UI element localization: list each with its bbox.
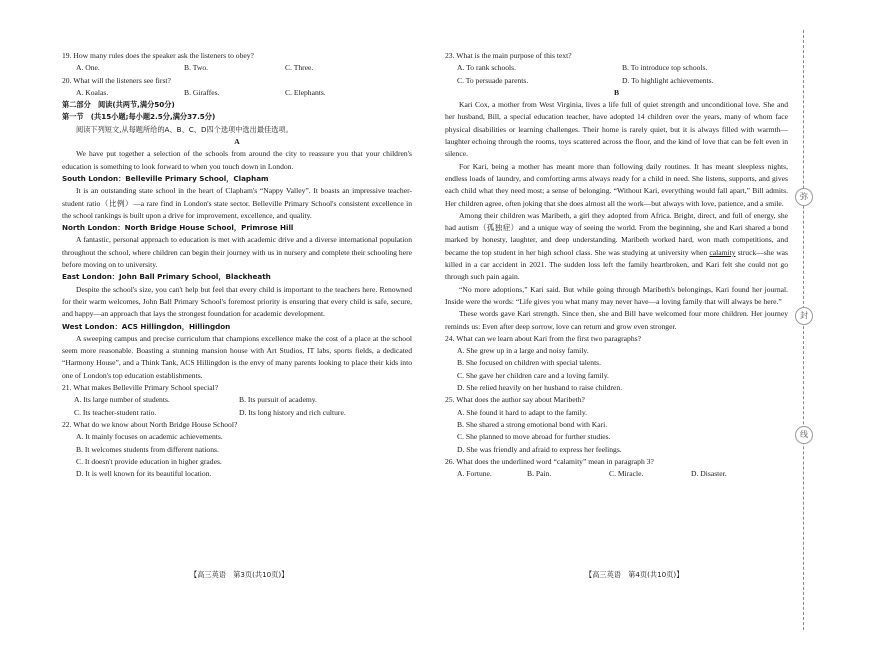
option-a: A. Koalas. [76, 87, 109, 97]
option-c: C. She gave her children care and a loving family. [457, 370, 609, 380]
option-c: C. It doesn't provide education in higher grades. [76, 456, 222, 466]
option-d: D. She relied heavily on her husband to raise children. [457, 383, 623, 393]
instructions: 阅读下列短文,从每题所给的A、B、C、D四个选项中选出最佳选项。 [76, 124, 293, 134]
passage-b-paragraph-5: These words gave Kari strength. Since then, she and Bill have welcomed four more children. Her journey reminds us: Even after deep sorrow, love can return and grow even stronger. [445, 309, 788, 331]
question-23-options [445, 62, 788, 74]
passage-b-paragraph-3 [445, 210, 788, 284]
passage-b-paragraph-4: “No more adoptions,” Kari said. But while going through Maribeth's belongings, Kari found her journal. Inside were the words: “Life gives you what many may never have—a loving family that will always be here.” [445, 284, 788, 306]
option-a: A. One. [76, 63, 100, 73]
section-one-heading: 第一节 (共15小题;每小题2.5分,满分37.5分) [62, 112, 216, 122]
binding-label: 线 [795, 426, 813, 444]
option-a: A. To rank schools. [457, 63, 517, 73]
option-a: A. Its large number of students. [74, 395, 170, 405]
option-c: C. Elephants. [285, 87, 326, 97]
underlined-word-calamity: calamity [709, 247, 736, 257]
option-c: C. She planned to move abroad for further studies. [457, 432, 611, 442]
school-heading-east: East London：John Ball Primary School，Blackheath [62, 272, 271, 282]
question-22: 22. What do we know about North Bridge House School? [62, 419, 238, 429]
binding-line [803, 30, 804, 630]
option-c: C. Its teacher-student ratio. [74, 407, 157, 417]
school-heading-north: North London：North Bridge House School，Primrose Hill [62, 223, 294, 233]
question-26-options [445, 468, 788, 480]
right-column [445, 50, 788, 480]
school-text-east: Despite the school's size, you can't help but feel that every child is important to the teachers here. Renowned for their warm welcomes, John Ball Primary School's foremost priority is ensuring that every child is safe, secure, and happy—an approach that lays the strongest foundation for academic development. [62, 284, 412, 319]
option-a: A. She grew up in a large and noisy family. [457, 346, 589, 356]
part-two-heading: 第二部分 阅读(共两节,满分50分) [62, 100, 175, 110]
binding-label: 弥 [795, 188, 813, 206]
option-b: B. Giraffes. [184, 87, 220, 97]
school-heading-west: West London：ACS Hillingdon，Hillingdon [62, 321, 231, 331]
binding-label: 封 [795, 307, 813, 325]
option-d: D. She was friendly and afraid to express her feelings. [457, 444, 622, 454]
question-23: 23. What is the main purpose of this text? [445, 51, 572, 60]
paragraph-3-part-1: Among their children was Maribeth, a girl they adopted from Africa. Bright, direct, and full of energy, she had autism（孤独症）and a unique way of seeing the world. From the beginning, she and Kari shared a bond marked by honesty, laughter, and deep understanding. Maribeth worked hard, won math competitions, and became the top student in her high school class. She was studying at university when [445, 210, 788, 257]
passage-b-paragraph-2: For Kari, being a mother has meant more than following daily routines. It has meant sleepless nights, endless loads of laundry, and comforting arms always ready for a child in need. She listens, supports, and gives each child what they need most; a sense of belonging. “Without Kari, everything would fall apart,” Bill admits. Her children agree, often joking that she does almost all the work—but always with love, patience, and a smile. [445, 161, 788, 208]
option-b: B. She focused on children with special talents. [457, 358, 602, 368]
passage-a-intro: We have put together a selection of the schools from around the city to reassure you that your children's education is something to look forward to when you touch down in London. [62, 149, 412, 171]
school-text-south: It is an outstanding state school in the heart of Clapham's “Nappy Valley”. It boasts an impressive teacher-student ratio（比例）—a rare find in London's state sector. Belleville Primary School's consistent excellence in the school rankings is built upon a drive for improvement, excellence, and quality. [62, 186, 412, 220]
option-b: B. Pain. [527, 469, 552, 479]
school-heading-south: South London：Belleville Primary School，Clapham [62, 173, 269, 183]
option-a: A. It mainly focuses on academic achievements. [76, 432, 223, 442]
school-text-north: A fantastic, personal approach to education is met with academic drive and a diverse international population throughout the school, where children can begin their journey with us in nursery and complete their schooling here before moving on to university. [62, 235, 412, 270]
question-25: 25. What does the author say about Maribeth? [445, 395, 585, 405]
option-b: B. To introduce top schools. [622, 63, 708, 73]
question-21-options-2 [62, 407, 412, 419]
option-b: B. She shared a strong emotional bond with Kari. [457, 419, 608, 429]
option-d: D. It is well known for its beautiful location. [76, 469, 212, 479]
option-d: D. To highlight achievements. [622, 75, 714, 85]
question-26: 26. What does the underlined word “calamity” mean in paragraph 3? [445, 456, 654, 466]
paragraph-3-part-2: struck—she was killed in a car accident in 2021. The sudden loss left the family heartbroken, and Kari felt she could not go through such pain again. [445, 247, 788, 282]
option-b: B. Its pursuit of academy. [239, 395, 317, 405]
page-footer-right: 【高三英语 第4页(共10页)】 [585, 570, 684, 579]
left-column [62, 50, 412, 480]
question-19: 19. How many rules does the speaker ask the listeners to obey? [62, 51, 254, 60]
option-c: C. Miracle. [609, 469, 644, 479]
school-text-west: A sweeping campus and precise curriculum that champions excellence make the cost of a place at the school seem more reasonable. Boasting a stunning mansion house with Art Studios, IT labs, sports fields, a dedicated “Harmony House”, and a Think Tank, ACS Hillingdon is the envy of many parents looking to place their kids into one of London's top education establishments. [62, 333, 412, 380]
passage-b-paragraph-1: Kari Cox, a mother from West Virginia, lives a life full of quiet strength and unconditional love. She and her husband, Bill, a special education teacher, have adopted 14 children over the years, many of whom face physical disabilities or learning challenges. Their home is rarely quiet, but it is always filled with warmth—laughter echoing through the rooms, toys scattered across the floor, and the kind of love that can be felt even in silence. [445, 100, 788, 159]
question-23-options-2 [445, 75, 788, 87]
option-c: C. Three. [285, 63, 314, 73]
passage-a-label: A [234, 137, 240, 147]
page-footer-left: 【高三英语 第3页(共10页)】 [190, 570, 289, 579]
option-d: D. Disaster. [691, 469, 727, 479]
question-20: 20. What will the listeners see first? [62, 75, 171, 85]
question-21-options [62, 394, 412, 406]
option-d: D. Its long history and rich culture. [239, 407, 346, 417]
option-b: B. Two. [184, 63, 209, 73]
question-20-options [62, 87, 412, 99]
question-21: 21. What makes Belleville Primary School special? [62, 383, 219, 393]
option-b: B. It welcomes students from different nations. [76, 444, 219, 454]
option-a: A. Fortune. [457, 469, 492, 479]
option-c: C. To persuade parents. [457, 75, 529, 85]
passage-b-label: B [613, 87, 620, 97]
question-19-options [62, 62, 412, 74]
option-a: A. She found it hard to adapt to the family. [457, 407, 588, 417]
question-24: 24. What can we learn about Kari from the first two paragraphs? [445, 333, 641, 343]
